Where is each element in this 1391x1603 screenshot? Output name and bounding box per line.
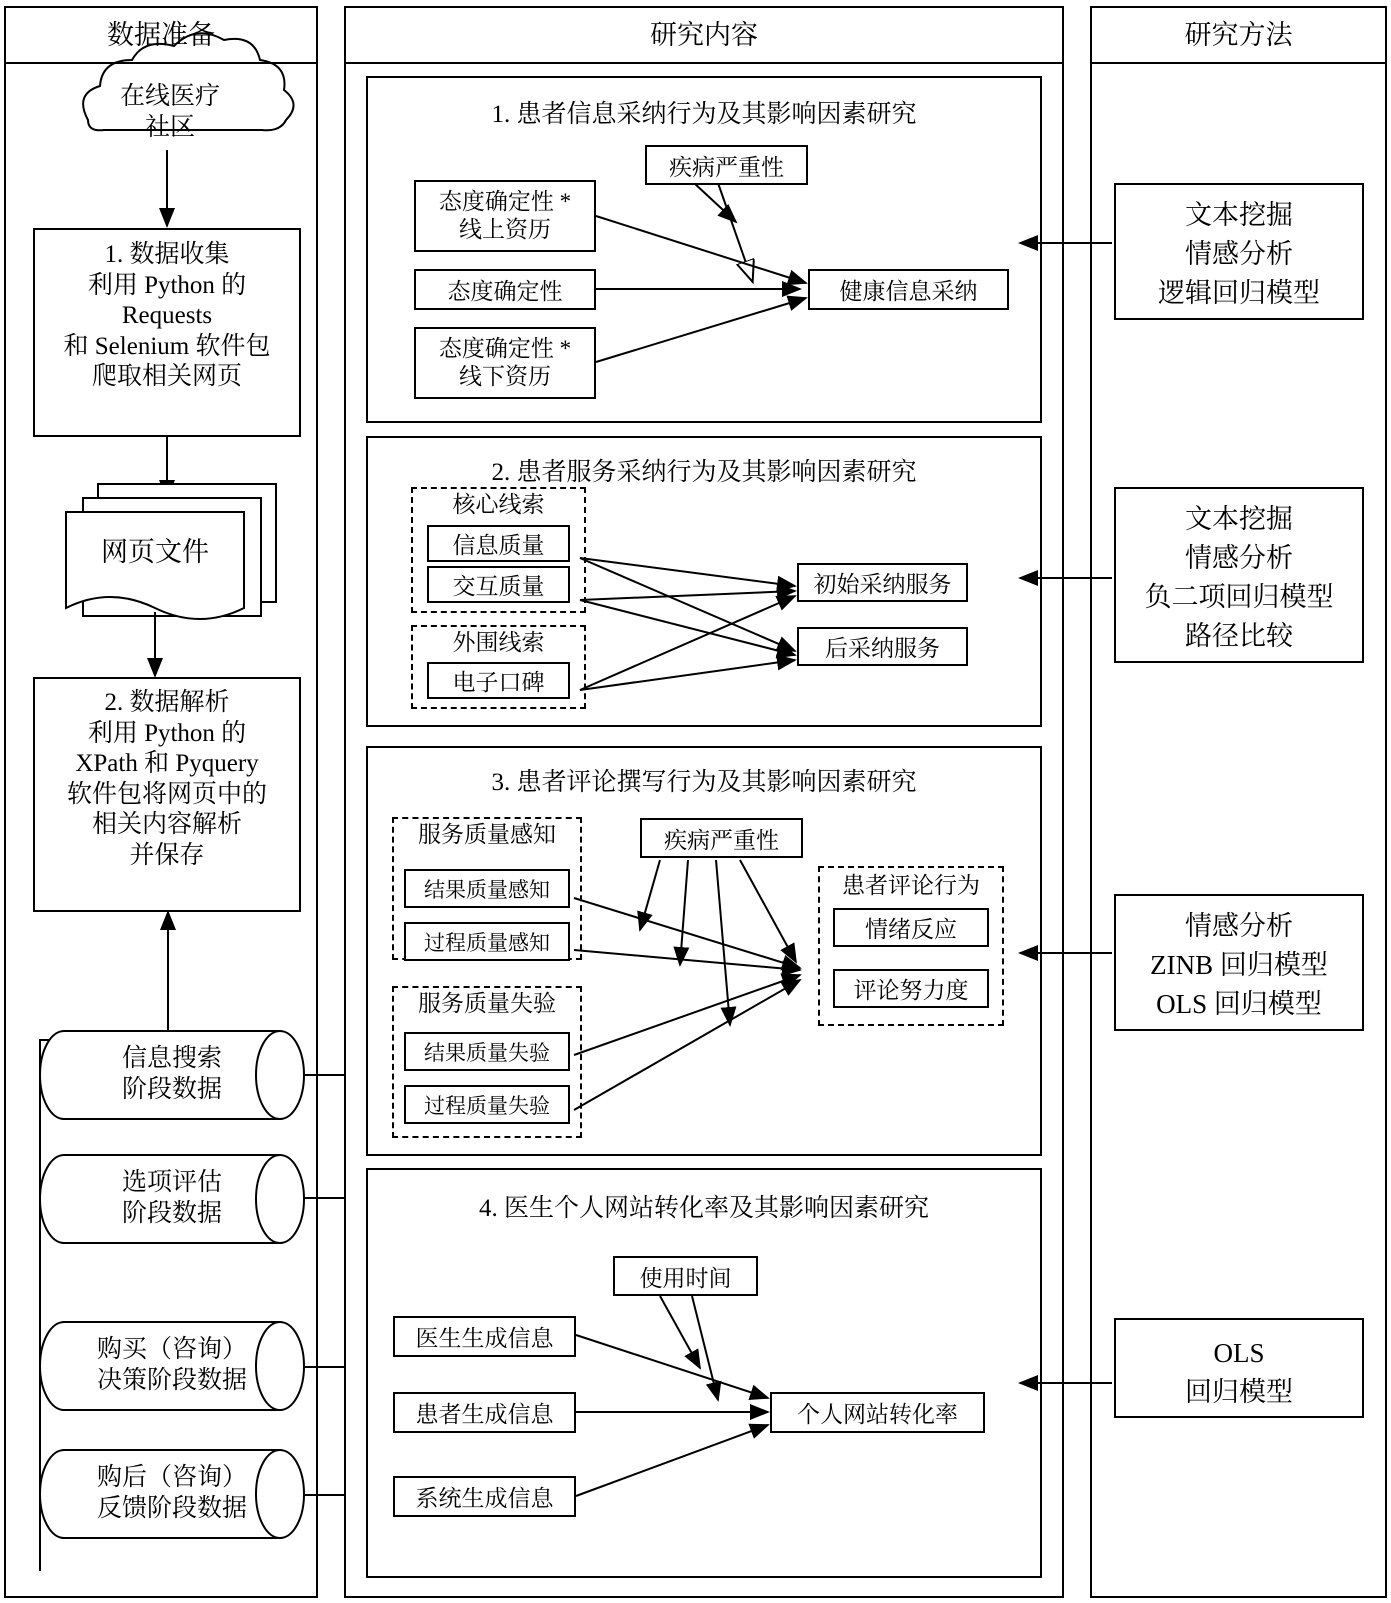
- webfiles-label: 网页文件: [101, 537, 209, 567]
- node-attitude-offline-label: 态度确定性 * 线下资历: [438, 336, 572, 390]
- node-process-quality-perception-label: 过程质量感知: [424, 931, 550, 955]
- node-health-info-adoption-label: 健康信息采纳: [839, 279, 978, 304]
- cloud-label: 在线医疗 社区: [119, 83, 220, 141]
- dataset-label-4: 购后（咨询） 反馈阶段数据: [96, 1464, 247, 1522]
- panel-2-title: 2. 患者服务采纳行为及其影响因素研究: [491, 459, 917, 486]
- group-service-quality-disconfirmation-label: 服务质量失验: [418, 991, 556, 1016]
- node-website-conversion-rate-label: 个人网站转化率: [797, 1402, 958, 1427]
- node-usage-time-label: 使用时间: [639, 1266, 732, 1291]
- step2-label: 2. 数据解析 利用 Python 的 XPath 和 Pyquery 软件包将网页中的 相关内容解析 并保存: [66, 689, 267, 869]
- method-label-2: 文本挖掘 情感分析 负二项回归模型 路径比较: [1144, 504, 1334, 652]
- node-post-adoption-service-label: 后采纳服务: [825, 636, 940, 661]
- node-attitude-online-label: 态度确定性 * 线上资历: [438, 189, 572, 243]
- column-title-research-method: 研究方法: [1184, 20, 1293, 50]
- node-outcome-quality-perception-label: 结果质量感知: [424, 878, 550, 902]
- node-outcome-quality-disconfirmation-label: 结果质量失验: [424, 1041, 550, 1065]
- node-interaction-quality-label: 交互质量: [452, 574, 545, 599]
- node-initial-adoption-service-label: 初始采纳服务: [813, 572, 952, 597]
- dataset-label-3: 购买（咨询） 决策阶段数据: [96, 1336, 247, 1394]
- panel-3-title: 3. 患者评论撰写行为及其影响因素研究: [491, 769, 917, 796]
- node-system-generated-info-label: 系统生成信息: [415, 1486, 554, 1511]
- node-info-quality-label: 信息质量: [452, 533, 545, 558]
- node-review-effort-label: 评论努力度: [853, 978, 969, 1003]
- node-process-quality-disconfirmation-label: 过程质量失验: [424, 1094, 550, 1118]
- node-doctor-generated-info-label: 医生生成信息: [415, 1326, 554, 1351]
- node-disease-severity-1-label: 疾病严重性: [669, 155, 784, 180]
- node-ewom-label: 电子口碑: [452, 670, 545, 695]
- group-patient-review-behavior-label: 患者评论行为: [842, 873, 980, 898]
- method-label-4: OLS 回归模型: [1185, 1338, 1293, 1408]
- node-patient-generated-info-label: 患者生成信息: [415, 1402, 554, 1427]
- method-label-3: 情感分析 ZINB 回归模型 OLS 回归模型: [1150, 911, 1328, 1020]
- group-peripheral-cues-label: 外围线索: [452, 630, 545, 655]
- group-core-cues-label: 核心线索: [452, 492, 545, 517]
- node-attitude-certainty-label: 态度确定性: [447, 279, 563, 304]
- node-disease-severity-3-label: 疾病严重性: [664, 828, 779, 853]
- node-emotional-response-label: 情绪反应: [865, 917, 957, 942]
- step1-label: 1. 数据收集 利用 Python 的 Requests 和 Selenium 软件包 爬取相关网页: [63, 241, 271, 390]
- group-service-quality-perception-label: 服务质量感知: [418, 822, 556, 847]
- column-title-data-preparation: 数据准备: [107, 20, 215, 50]
- panel-4-title: 4. 医生个人网站转化率及其影响因素研究: [478, 1195, 929, 1222]
- dataset-label-1: 信息搜索 阶段数据: [121, 1045, 222, 1103]
- panel-1-title: 1. 患者信息采纳行为及其影响因素研究: [491, 101, 917, 128]
- method-label-1: 文本挖掘 情感分析 逻辑回归模型: [1158, 200, 1320, 309]
- column-title-research-content: 研究内容: [650, 20, 758, 50]
- dataset-label-2: 选项评估 阶段数据: [121, 1169, 222, 1227]
